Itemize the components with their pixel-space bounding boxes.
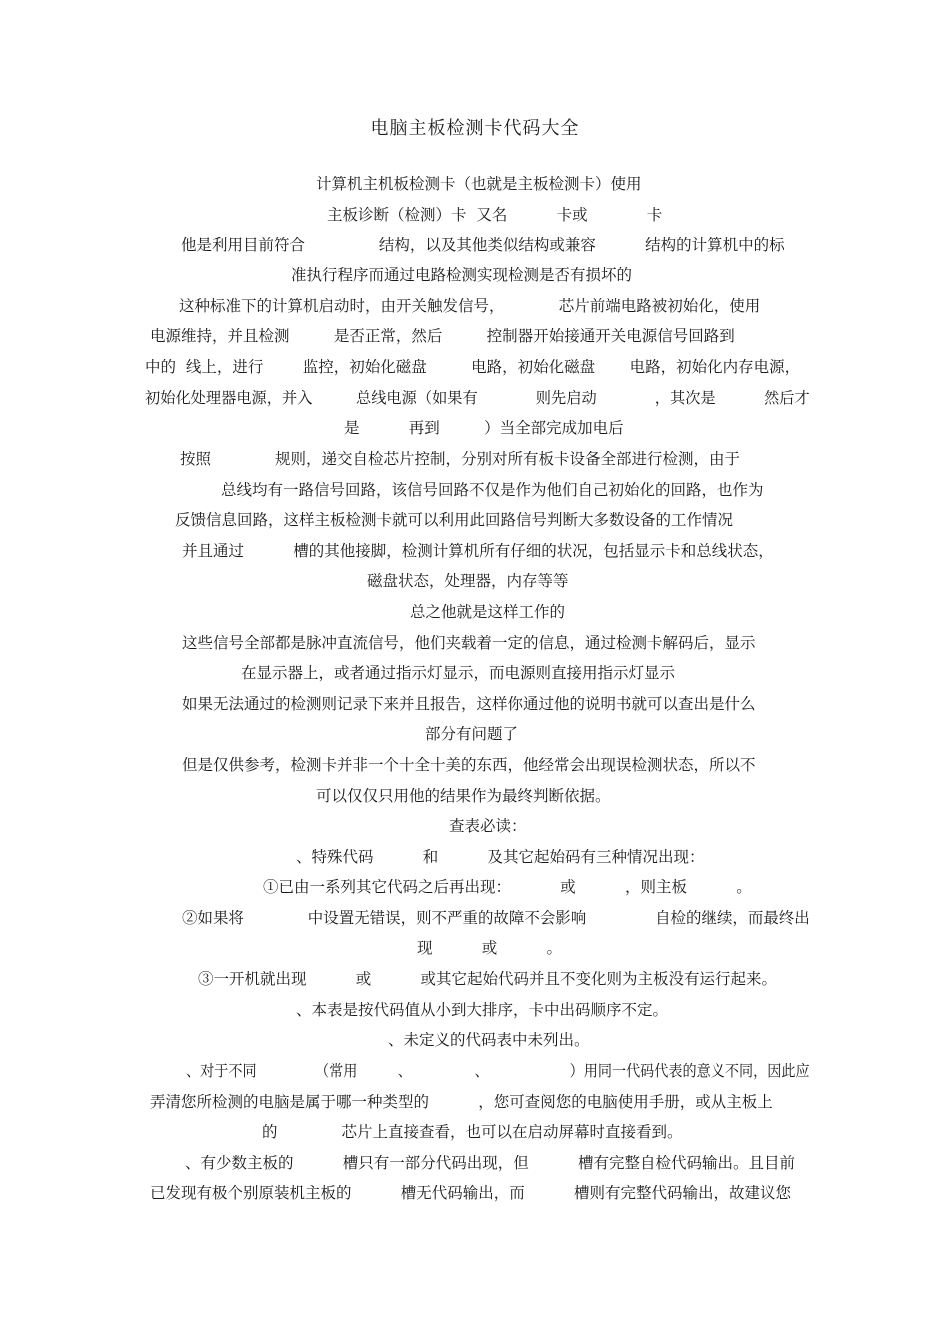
- text-line: 在显示器上，或者通过指示灯显示，而电源则直接用指示灯显示: [241, 664, 676, 682]
- text-line: ③一开机就出现 或 或其它起始代码并且不变化则为主板没有运行起来。: [198, 970, 778, 988]
- text-line: 总线均有一路信号回路，该信号回路不仅是作为他们自己初始化的回路，也作为: [221, 481, 764, 499]
- text-line: 主板诊断（检测）卡 又名 卡或 卡: [327, 206, 663, 224]
- text-line: 这些信号全部都是脉冲直流信号，他们夹载着一定的信息，通过检测卡解码后，显示: [182, 634, 756, 652]
- text-line: ②如果将 中设置无错误，则不严重的故障不会影响 自检的继续，而最终出: [182, 909, 810, 927]
- text-line: 反馈信息回路，这样主板检测卡就可以利用此回路信号判断大多数设备的工作情况: [175, 511, 734, 529]
- text-line: 、未定义的代码表中未列出。: [388, 1031, 590, 1049]
- text-line: 、有少数主板的 槽只有一部分代码出现，但 槽有完整自检代码输出。且目前: [185, 1154, 796, 1172]
- text-line: 计算机主机板检测卡（也就是主板检测卡）使用: [316, 175, 642, 193]
- text-line: 现 或 。: [417, 939, 563, 957]
- text-line: 磁盘状态，处理器，内存等等: [367, 572, 569, 590]
- text-line: 是 再到 ）当全部完成加电后: [344, 419, 624, 437]
- text-line: 准执行程序而通过电路检测实现检测是否有损坏的: [291, 266, 633, 284]
- text-line: 初始化处理器电源，并入 总线电源（如果有 则先启动 ，其次是 然后才: [145, 389, 810, 407]
- document-title: 电脑主板检测卡代码大全: [370, 118, 580, 139]
- text-line: 的 芯片上直接查看，也可以在启动屏幕时直接看到。: [262, 1123, 683, 1141]
- text-line: 已发现有极个别原装机主板的 槽无代码输出，而 槽则有完整代码输出，故建议您: [150, 1184, 792, 1202]
- text-line: 按照 规则，递交自检芯片控制，分别对所有板卡设备全部进行检测，由于: [180, 450, 741, 468]
- text-line: 如果无法通过的检测则记录下来并且报告，这样你通过他的说明书就可以查出是什么: [182, 695, 756, 713]
- text-line: 查表必读：: [449, 817, 527, 835]
- text-line: 弄清您所检测的电脑是属于哪一种类型的 ，您可查阅您的电脑使用手册，或从主板上: [150, 1093, 773, 1111]
- text-line: 可以仅仅只用他的结果作为最终判断依据。: [316, 787, 611, 805]
- text-line: 电源维持，并且检测 是否正常，然后 控制器开始接通开关电源信号回路到: [150, 327, 735, 345]
- text-line: 他是利用目前符合 结构，以及其他类似结构或兼容 结构的计算机中的标: [181, 236, 785, 254]
- text-line: 、特殊代码 和 及其它起始码有三种情况出现：: [296, 848, 705, 866]
- text-line: 但是仅供参考，检测卡并非一个十全十美的东西，他经常会出现误检测状态，所以不: [182, 756, 756, 774]
- text-line: 总之他就是这样工作的: [410, 603, 566, 621]
- text-line: ①已由一系列其它代码之后再出现： 或 ，则主板 。: [263, 878, 752, 896]
- text-line: 、本表是按代码值从小到大排序，卡中出码顺序不定。: [296, 1001, 669, 1019]
- text-line: 这种标准下的计算机启动时，由开关触发信号， 芯片前端电路被初始化，使用: [179, 297, 761, 315]
- text-line: 中的 线上，进行 监控，初始化磁盘 电路，初始化磁盘 电路，初始化内存电源，: [145, 358, 801, 376]
- text-line: 、对于不同 （常用 、 、 ）用同一代码代表的意义不同，因此应: [186, 1062, 810, 1080]
- text-line: 部分有问题了: [425, 725, 519, 743]
- text-line: 并且通过 槽的其他接脚，检测计算机所有仔细的状况，包括显示卡和总线状态，: [182, 542, 774, 560]
